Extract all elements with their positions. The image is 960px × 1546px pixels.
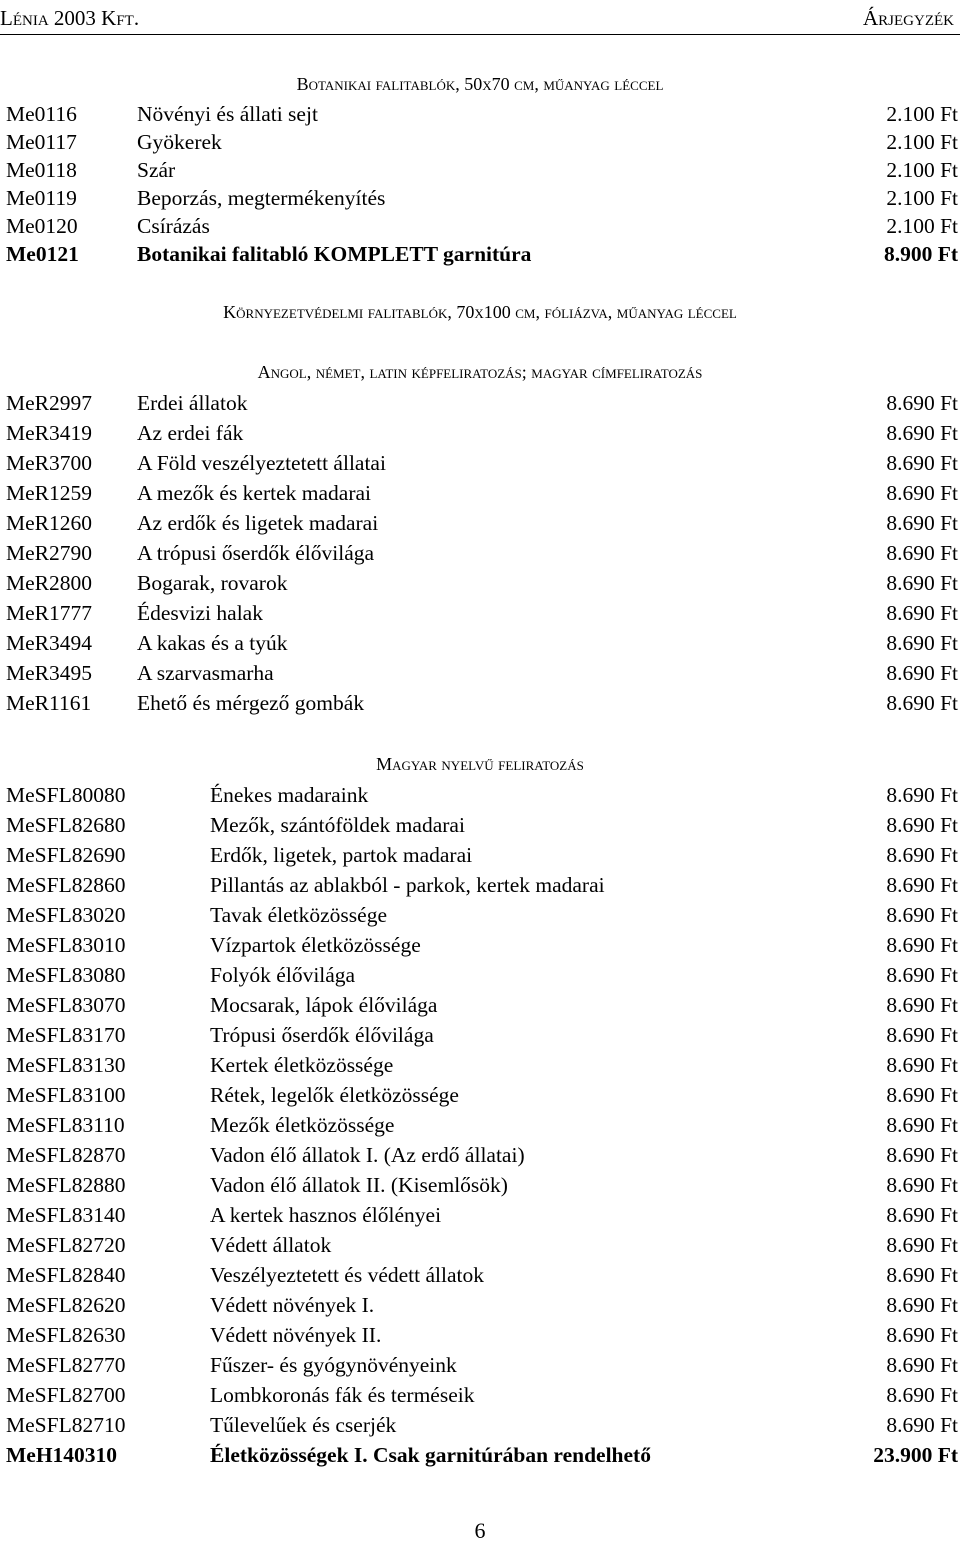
price-row <box>0 900 960 930</box>
product-code: MeSFL82880 <box>6 1173 126 1197</box>
product-code: Me0117 <box>6 130 77 154</box>
product-name: Védett növények II. <box>210 1323 382 1347</box>
product-name: Szár <box>137 158 176 182</box>
product-name: Növényi és állati sejt <box>137 102 318 126</box>
product-code: MeSFL82720 <box>6 1233 126 1257</box>
price-row <box>0 990 960 1020</box>
product-price: 8.690 Ft <box>886 993 958 1017</box>
product-code: MeR1260 <box>6 511 92 535</box>
price-row <box>0 1230 960 1260</box>
product-price: 8.690 Ft <box>886 873 958 897</box>
product-name: Trópusi őserdők élővilága <box>210 1023 434 1047</box>
price-row <box>0 688 960 718</box>
product-code: MeSFL83010 <box>6 933 126 957</box>
product-code: MeSFL82700 <box>6 1383 126 1407</box>
product-code: MeSFL82870 <box>6 1143 126 1167</box>
page-number: 6 <box>474 1518 486 1543</box>
product-name: Vadon élő állatok II. (Kisemlősök) <box>210 1173 508 1197</box>
product-price: 2.100 Ft <box>886 186 958 210</box>
product-price: 8.690 Ft <box>886 1113 958 1137</box>
product-price: 8.690 Ft <box>886 1053 958 1077</box>
price-row <box>0 418 960 448</box>
price-row <box>0 508 960 538</box>
product-price: 8.690 Ft <box>886 451 958 475</box>
product-name: A kakas és a tyúk <box>137 631 288 655</box>
price-row <box>0 930 960 960</box>
product-code: MeSFL82860 <box>6 873 126 897</box>
product-code: MeR1259 <box>6 481 92 505</box>
price-row <box>0 598 960 628</box>
product-name: Vízpartok életközössége <box>210 933 421 957</box>
price-row <box>0 478 960 508</box>
company-name: Lénia 2003 Kft. <box>0 6 140 30</box>
price-row <box>0 1320 960 1350</box>
product-price: 8.690 Ft <box>886 1323 958 1347</box>
product-name: Mezők életközössége <box>210 1113 395 1137</box>
product-code: Me0120 <box>6 214 78 238</box>
product-name: Erdők, ligetek, partok madarai <box>210 843 473 867</box>
price-row <box>0 183 960 213</box>
price-row <box>0 1440 960 1470</box>
product-code: MeSFL82680 <box>6 813 126 837</box>
product-code: Me0119 <box>6 186 77 210</box>
price-row <box>0 780 960 810</box>
product-name: Beporzás, megtermékenyítés <box>137 186 386 210</box>
product-price: 8.690 Ft <box>886 933 958 957</box>
price-row <box>0 810 960 840</box>
price-row <box>0 239 960 269</box>
product-code: MeR1161 <box>6 691 92 715</box>
product-code: MeSFL82770 <box>6 1353 126 1377</box>
product-name: A trópusi őserdők élővilága <box>137 541 375 565</box>
price-row <box>0 1290 960 1320</box>
price-row <box>0 870 960 900</box>
product-code: MeSFL83130 <box>6 1053 126 1077</box>
product-price: 8.690 Ft <box>886 1023 958 1047</box>
product-name: Énekes madaraink <box>210 783 369 807</box>
section-title-environmental: Környezetvédelmi falitablók, 70x100 cm, fóliázva, műanyag léccel <box>223 302 737 322</box>
section-title-hungarian: Magyar nyelvű feliratozás <box>376 754 584 774</box>
product-name: Édesvizi halak <box>137 601 263 625</box>
product-name: Erdei állatok <box>137 391 248 415</box>
product-name: Ehető és mérgező gombák <box>137 691 365 715</box>
price-row <box>0 99 960 129</box>
product-code: Me0118 <box>6 158 77 182</box>
product-name: Kertek életközössége <box>210 1053 394 1077</box>
product-name: Fűszer- és gyógynövényeink <box>210 1353 457 1377</box>
product-code: MeR3700 <box>6 451 92 475</box>
product-code: MeR2800 <box>6 571 92 595</box>
section-title-botanical: Botanikai falitablók, 50x70 cm, műanyag léccel <box>296 74 664 94</box>
section-subtitle-languages: Angol, német, latin képfeliratozás; magyar címfeliratozás <box>257 362 703 382</box>
product-price: 8.690 Ft <box>886 783 958 807</box>
product-name: A mezők és kertek madarai <box>137 481 372 505</box>
product-code: MeSFL82630 <box>6 1323 126 1347</box>
product-name: Bogarak, rovarok <box>137 571 288 595</box>
price-row <box>0 1380 960 1410</box>
product-price: 8.690 Ft <box>886 1263 958 1287</box>
product-price: 8.690 Ft <box>886 1143 958 1167</box>
product-name: Tavak életközössége <box>210 903 387 927</box>
product-price: 8.690 Ft <box>886 843 958 867</box>
product-price: 8.690 Ft <box>886 691 958 715</box>
product-code: Me0121 <box>6 242 79 266</box>
product-code: MeH140310 <box>6 1443 118 1467</box>
product-name: Botanikai falitabló KOMPLETT garnitúra <box>137 242 532 266</box>
product-price: 8.690 Ft <box>886 601 958 625</box>
product-code: MeR2790 <box>6 541 92 565</box>
price-row <box>0 1200 960 1230</box>
page-header <box>0 6 960 32</box>
price-row <box>0 840 960 870</box>
product-name: A szarvasmarha <box>137 661 274 685</box>
product-price: 2.100 Ft <box>886 130 958 154</box>
product-name: Rétek, legelők életközössége <box>210 1083 459 1107</box>
product-price: 8.690 Ft <box>886 571 958 595</box>
product-name: Mocsarak, lápok élővilága <box>210 993 438 1017</box>
product-code: MeSFL80080 <box>6 783 126 807</box>
product-name: Védett növények I. <box>210 1293 375 1317</box>
product-name: Mezők, szántóföldek madarai <box>210 813 465 837</box>
product-price: 2.100 Ft <box>886 102 958 126</box>
product-code: MeSFL82620 <box>6 1293 126 1317</box>
price-row <box>0 960 960 990</box>
price-row <box>0 127 960 157</box>
price-row <box>0 1170 960 1200</box>
price-row <box>0 1110 960 1140</box>
product-price: 8.690 Ft <box>886 541 958 565</box>
price-row <box>0 1050 960 1080</box>
product-code: MeSFL82710 <box>6 1413 126 1437</box>
product-code: MeSFL83140 <box>6 1203 126 1227</box>
product-name: Folyók élővilága <box>210 963 356 987</box>
price-row <box>0 1260 960 1290</box>
product-name: A kertek hasznos élőlényei <box>210 1203 442 1227</box>
price-row <box>0 388 960 418</box>
product-code: MeSFL82690 <box>6 843 126 867</box>
product-price: 8.690 Ft <box>886 1413 958 1437</box>
product-name: Gyökerek <box>137 130 222 154</box>
product-price: 8.690 Ft <box>886 1173 958 1197</box>
price-row <box>0 1350 960 1380</box>
product-code: MeR1777 <box>6 601 92 625</box>
product-price: 8.690 Ft <box>886 1353 958 1377</box>
product-code: MeSFL83080 <box>6 963 126 987</box>
product-code: MeSFL83100 <box>6 1083 126 1107</box>
product-price: 8.690 Ft <box>886 1203 958 1227</box>
product-price: 8.690 Ft <box>886 511 958 535</box>
product-name: Veszélyeztetett és védett állatok <box>210 1263 484 1287</box>
product-code: MeSFL83110 <box>6 1113 125 1137</box>
product-price: 8.690 Ft <box>886 1233 958 1257</box>
product-code: Me0116 <box>6 102 77 126</box>
product-price: 8.690 Ft <box>886 481 958 505</box>
product-name: Csírázás <box>137 214 210 238</box>
product-name: Védett állatok <box>210 1233 332 1257</box>
price-row <box>0 658 960 688</box>
product-code: MeSFL83070 <box>6 993 126 1017</box>
product-price: 8.690 Ft <box>886 631 958 655</box>
product-name: Életközösségek I. Csak garnitúrában rendelhető <box>210 1443 651 1467</box>
product-price: 8.690 Ft <box>886 1293 958 1317</box>
price-row <box>0 1140 960 1170</box>
product-code: MeR3419 <box>6 421 92 445</box>
product-price: 8.690 Ft <box>886 903 958 927</box>
product-price: 8.690 Ft <box>886 391 958 415</box>
product-price: 23.900 Ft <box>873 1443 958 1467</box>
product-price: 8.690 Ft <box>886 1083 958 1107</box>
price-row <box>0 1080 960 1110</box>
product-code: MeR3495 <box>6 661 92 685</box>
product-code: MeSFL82840 <box>6 1263 126 1287</box>
price-row <box>0 448 960 478</box>
product-price: 8.690 Ft <box>886 421 958 445</box>
product-price: 8.690 Ft <box>886 661 958 685</box>
product-name: Az erdei fák <box>137 421 244 445</box>
product-name: Vadon élő állatok I. (Az erdő állatai) <box>210 1143 525 1167</box>
price-row <box>0 568 960 598</box>
product-name: Pillantás az ablakból - parkok, kertek madarai <box>210 873 605 897</box>
price-row <box>0 211 960 241</box>
price-row <box>0 1020 960 1050</box>
product-price: 2.100 Ft <box>886 214 958 238</box>
product-price: 8.900 Ft <box>883 242 958 266</box>
product-code: MeSFL83020 <box>6 903 126 927</box>
product-name: Lombkoronás fák és terméseik <box>210 1383 475 1407</box>
header-divider <box>0 34 960 35</box>
product-code: MeR2997 <box>6 391 92 415</box>
document-title: Árjegyzék <box>863 6 954 30</box>
product-price: 8.690 Ft <box>886 963 958 987</box>
price-row <box>0 155 960 185</box>
product-price: 2.100 Ft <box>886 158 958 182</box>
product-price: 8.690 Ft <box>886 1383 958 1407</box>
product-code: MeR3494 <box>6 631 92 655</box>
product-name: A Föld veszélyeztetett állatai <box>137 451 386 475</box>
price-row <box>0 1410 960 1440</box>
price-row <box>0 538 960 568</box>
product-code: MeSFL83170 <box>6 1023 126 1047</box>
product-price: 8.690 Ft <box>886 813 958 837</box>
product-name: Tűlevelűek és cserjék <box>210 1413 397 1437</box>
price-row <box>0 628 960 658</box>
product-name: Az erdők és ligetek madarai <box>137 511 379 535</box>
